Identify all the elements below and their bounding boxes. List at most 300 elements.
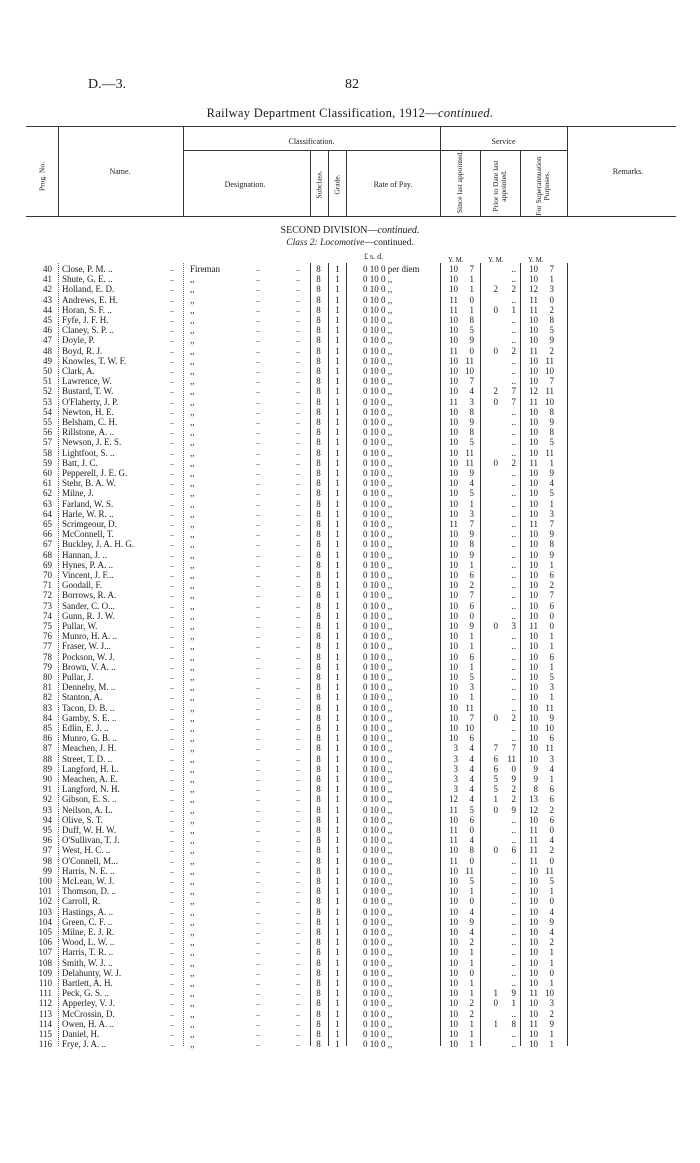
row-since-months: 11 bbox=[465, 457, 474, 468]
row-prior-months: .. bbox=[511, 692, 516, 703]
row-name: Newson, J. E. S. bbox=[62, 437, 122, 448]
row-since-months: 1 bbox=[469, 978, 474, 988]
row-leader-dots: .. bbox=[256, 437, 260, 447]
header-service: Service bbox=[491, 137, 516, 146]
row-since-months: 4 bbox=[469, 927, 474, 937]
row-super-months: 6 bbox=[549, 794, 554, 805]
row-subclass: 8 bbox=[316, 712, 321, 723]
row-rate: 0 10 0 ,, bbox=[363, 559, 393, 570]
row-super-months: 1 bbox=[549, 957, 554, 968]
row-designation: ,, bbox=[190, 325, 195, 336]
row-super-months: 1 bbox=[549, 631, 554, 642]
row-since-months: 0 bbox=[469, 610, 474, 621]
class-label: Class 2: bbox=[286, 238, 321, 248]
row-prog-no: 113 bbox=[38, 1008, 52, 1019]
row-leader-dots: .. bbox=[256, 661, 260, 671]
row-subclass: 8 bbox=[316, 998, 321, 1009]
row-leader-dots: .. bbox=[296, 723, 300, 732]
row-prior-years: 0 bbox=[493, 804, 498, 815]
row-designation: ,, bbox=[190, 733, 195, 744]
table-row bbox=[0, 295, 700, 305]
row-designation: ,, bbox=[190, 355, 195, 366]
row-since-years: 10 bbox=[449, 498, 458, 509]
row-leader-dots: .. bbox=[256, 672, 260, 681]
row-leader-dots: .. bbox=[296, 682, 300, 692]
row-prog-no: 106 bbox=[38, 937, 52, 948]
row-name: Boyd, R. J. bbox=[62, 345, 103, 356]
row-prog-no: 52 bbox=[43, 386, 52, 397]
row-leader-dots: .. bbox=[296, 437, 300, 447]
row-since-months: 5 bbox=[469, 672, 474, 682]
row-leader-dots: .. bbox=[256, 896, 260, 906]
row-name: Harris, N. E. .. bbox=[62, 865, 115, 876]
row-prog-no: 116 bbox=[38, 1039, 52, 1050]
row-super-years: 8 bbox=[533, 784, 538, 795]
table-row bbox=[0, 682, 700, 692]
row-leader-dots: .. bbox=[296, 733, 300, 743]
row-leader-dots: .. bbox=[296, 345, 300, 355]
row-grade: 1 bbox=[335, 1039, 340, 1050]
row-prior-months: 2 bbox=[511, 345, 516, 356]
row-leader-dots: .. bbox=[170, 947, 174, 957]
row-subclass: 8 bbox=[316, 570, 321, 580]
row-prog-no: 70 bbox=[43, 570, 52, 580]
row-super-months: 1 bbox=[549, 559, 554, 570]
row-leader-dots: .. bbox=[296, 957, 300, 967]
row-grade: 1 bbox=[335, 570, 340, 580]
table-row bbox=[0, 856, 700, 866]
row-prog-no: 107 bbox=[38, 947, 52, 958]
row-since-months: 5 bbox=[469, 876, 474, 886]
row-grade: 1 bbox=[335, 896, 340, 907]
row-subclass: 8 bbox=[316, 845, 321, 856]
row-leader-dots: .. bbox=[170, 376, 174, 386]
column-divider bbox=[520, 150, 521, 216]
row-name: Wood, L. W. .. bbox=[62, 937, 115, 948]
row-subclass: 8 bbox=[316, 804, 321, 815]
row-super-years: 10 bbox=[529, 876, 538, 886]
row-subclass: 8 bbox=[316, 692, 321, 703]
row-designation: ,, bbox=[190, 753, 195, 764]
row-prior-months: .. bbox=[511, 325, 516, 336]
row-designation: ,, bbox=[190, 376, 195, 387]
table-row bbox=[0, 305, 700, 315]
row-leader-dots: .. bbox=[256, 794, 260, 804]
row-rate: 0 10 0 ,, bbox=[363, 733, 393, 744]
row-subclass: 8 bbox=[316, 784, 321, 795]
row-designation: ,, bbox=[190, 896, 195, 907]
row-leader-dots: .. bbox=[296, 406, 300, 416]
row-prog-no: 69 bbox=[43, 559, 52, 570]
row-subclass: 8 bbox=[316, 519, 321, 529]
row-rate: 0 10 0 ,, bbox=[363, 304, 393, 315]
row-leader-dots: .. bbox=[256, 570, 260, 579]
row-designation: ,, bbox=[190, 345, 195, 356]
row-leader-dots: .. bbox=[256, 498, 260, 508]
row-prior-years: 1 bbox=[493, 1018, 498, 1029]
page-number: 82 bbox=[345, 77, 359, 92]
row-grade: 1 bbox=[335, 845, 340, 856]
row-designation: ,, bbox=[190, 682, 195, 693]
row-name: Peck, G. S. .. bbox=[62, 988, 109, 999]
row-subclass: 8 bbox=[316, 376, 321, 387]
row-name: Pullar, J. bbox=[62, 672, 94, 682]
row-prog-no: 89 bbox=[43, 763, 52, 774]
row-super-months: 1 bbox=[549, 1029, 554, 1039]
row-super-months: 1 bbox=[549, 978, 554, 988]
row-leader-dots: .. bbox=[296, 468, 300, 477]
row-rate: 0 10 0 ,, bbox=[363, 723, 393, 733]
row-subclass: 8 bbox=[316, 304, 321, 315]
row-prog-no: 49 bbox=[43, 355, 52, 366]
row-since-months: 2 bbox=[469, 580, 474, 591]
row-subclass: 8 bbox=[316, 590, 321, 601]
row-leader-dots: .. bbox=[170, 774, 174, 783]
row-grade: 1 bbox=[335, 876, 340, 886]
row-leader-dots: .. bbox=[296, 396, 300, 406]
table-row bbox=[0, 366, 700, 376]
row-name: Hannan, J. .. bbox=[62, 549, 107, 560]
row-since-years: 11 bbox=[449, 855, 458, 866]
row-super-years: 10 bbox=[529, 937, 538, 948]
row-leader-dots: .. bbox=[256, 396, 260, 406]
row-subclass: 8 bbox=[316, 621, 321, 631]
row-prior-months: .. bbox=[511, 539, 516, 550]
row-prog-no: 112 bbox=[38, 998, 52, 1009]
row-subclass: 8 bbox=[316, 1039, 321, 1050]
row-prog-no: 44 bbox=[43, 304, 52, 315]
row-since-years: 11 bbox=[449, 345, 458, 356]
row-designation: ,, bbox=[190, 1008, 195, 1019]
row-leader-dots: .. bbox=[256, 1008, 260, 1018]
row-since-months: 11 bbox=[465, 702, 474, 713]
row-leader-dots: .. bbox=[256, 763, 260, 773]
row-name: O'Connell, M... bbox=[62, 855, 118, 866]
row-prior-months: .. bbox=[511, 478, 516, 489]
row-prior-years: 5 bbox=[493, 774, 498, 784]
table-row bbox=[0, 478, 700, 488]
row-since-years: 10 bbox=[449, 457, 458, 468]
header-prog-no: Prog. No. bbox=[37, 162, 47, 191]
row-super-months: 10 bbox=[545, 723, 554, 733]
row-subclass: 8 bbox=[316, 774, 321, 784]
row-prior-months: .. bbox=[511, 508, 516, 519]
header-subclass: Subclass. bbox=[314, 170, 324, 199]
row-prior-months: .. bbox=[511, 264, 516, 274]
table-row bbox=[0, 917, 700, 927]
row-leader-dots: .. bbox=[256, 376, 260, 386]
row-super-years: 10 bbox=[529, 978, 538, 988]
row-rate: 0 10 0 ,, bbox=[363, 814, 393, 825]
row-rate: 0 10 0 ,, bbox=[363, 447, 393, 458]
row-leader-dots: .. bbox=[170, 916, 174, 926]
row-designation: ,, bbox=[190, 784, 195, 795]
row-grade: 1 bbox=[335, 559, 340, 570]
row-super-years: 10 bbox=[529, 906, 538, 917]
table-row bbox=[0, 723, 700, 733]
document-reference: D.—3. bbox=[88, 77, 127, 92]
row-leader-dots: .. bbox=[170, 559, 174, 569]
row-rate: 0 10 0 ,, bbox=[363, 967, 393, 978]
row-designation: ,, bbox=[190, 651, 195, 662]
row-designation: ,, bbox=[190, 763, 195, 774]
row-leader-dots: .. bbox=[170, 519, 174, 528]
row-prior-months: .. bbox=[511, 906, 516, 917]
row-rate: 0 10 0 ,, bbox=[363, 825, 393, 835]
row-since-months: 9 bbox=[469, 468, 474, 478]
row-leader-dots: .. bbox=[296, 835, 300, 845]
row-designation: ,, bbox=[190, 835, 195, 846]
row-leader-dots: .. bbox=[170, 508, 174, 518]
row-leader-dots: .. bbox=[296, 570, 300, 579]
row-name: Gunn, R. J. W. bbox=[62, 610, 115, 621]
row-super-years: 10 bbox=[529, 712, 538, 723]
row-super-years: 10 bbox=[529, 743, 538, 754]
table-row bbox=[0, 845, 700, 855]
row-super-years: 10 bbox=[529, 325, 538, 336]
table-row bbox=[0, 825, 700, 835]
row-leader-dots: .. bbox=[170, 468, 174, 477]
table-row bbox=[0, 539, 700, 549]
row-leader-dots: .. bbox=[170, 417, 174, 426]
row-super-months: 5 bbox=[549, 876, 554, 886]
column-divider bbox=[346, 150, 347, 216]
row-since-years: 3 bbox=[453, 743, 458, 754]
row-super-years: 10 bbox=[529, 406, 538, 417]
row-subclass: 8 bbox=[316, 478, 321, 489]
row-subclass: 8 bbox=[316, 600, 321, 611]
row-super-months: 1 bbox=[549, 498, 554, 509]
table-row bbox=[0, 774, 700, 784]
row-grade: 1 bbox=[335, 1008, 340, 1019]
row-since-years: 10 bbox=[449, 712, 458, 723]
row-since-years: 3 bbox=[453, 763, 458, 774]
row-rate: 0 10 0 ,, bbox=[363, 396, 393, 407]
row-prior-months: .. bbox=[511, 967, 516, 978]
column-divider bbox=[58, 126, 59, 216]
row-grade: 1 bbox=[335, 814, 340, 825]
row-leader-dots: .. bbox=[296, 488, 300, 498]
row-leader-dots: .. bbox=[296, 947, 300, 957]
row-subclass: 8 bbox=[316, 906, 321, 917]
row-rate: 0 10 0 ,, bbox=[363, 692, 393, 703]
row-leader-dots: .. bbox=[296, 600, 300, 610]
row-leader-dots: .. bbox=[296, 1029, 300, 1038]
row-name: Scrimgeour, D. bbox=[62, 519, 117, 529]
row-grade: 1 bbox=[335, 315, 340, 325]
table-row bbox=[0, 550, 700, 560]
row-since-years: 10 bbox=[449, 692, 458, 703]
row-since-years: 10 bbox=[449, 600, 458, 611]
row-designation: ,, bbox=[190, 661, 195, 672]
row-since-years: 10 bbox=[449, 886, 458, 897]
row-grade: 1 bbox=[335, 743, 340, 754]
table-row bbox=[0, 998, 700, 1008]
table-row bbox=[0, 672, 700, 682]
row-super-months: 5 bbox=[549, 325, 554, 336]
row-leader-dots: .. bbox=[170, 825, 174, 834]
row-super-months: 2 bbox=[549, 937, 554, 948]
row-leader-dots: .. bbox=[256, 641, 260, 651]
row-leader-dots: .. bbox=[296, 366, 300, 375]
row-prog-no: 71 bbox=[43, 580, 52, 591]
row-rate: 0 10 0 ,, bbox=[363, 621, 393, 631]
row-prog-no: 58 bbox=[43, 447, 52, 458]
row-subclass: 8 bbox=[316, 427, 321, 438]
row-prior-months: .. bbox=[511, 978, 516, 988]
row-subclass: 8 bbox=[316, 641, 321, 652]
row-grade: 1 bbox=[335, 906, 340, 917]
header-name: Name. bbox=[109, 167, 131, 176]
row-prog-no: 94 bbox=[43, 814, 52, 825]
row-designation: ,, bbox=[190, 988, 195, 999]
row-rate: 0 10 0 ,, bbox=[363, 406, 393, 417]
row-rate: 0 10 0 ,, bbox=[363, 753, 393, 764]
row-prior-months: .. bbox=[511, 651, 516, 662]
row-leader-dots: .. bbox=[170, 1008, 174, 1018]
row-prior-months: 2 bbox=[511, 794, 516, 805]
row-super-months: 11 bbox=[545, 865, 554, 876]
row-grade: 1 bbox=[335, 804, 340, 815]
row-subclass: 8 bbox=[316, 855, 321, 866]
classification-rule bbox=[183, 150, 440, 151]
row-prior-months: .. bbox=[511, 376, 516, 387]
table-row bbox=[0, 866, 700, 876]
row-leader-dots: .. bbox=[256, 406, 260, 416]
row-name: Munro, G. B. .. bbox=[62, 733, 118, 744]
row-grade: 1 bbox=[335, 937, 340, 948]
row-name: Stanton, A. bbox=[62, 692, 103, 703]
row-prog-no: 75 bbox=[43, 621, 52, 631]
row-since-years: 10 bbox=[449, 427, 458, 438]
row-super-years: 11 bbox=[529, 1018, 538, 1029]
row-since-months: 9 bbox=[469, 549, 474, 560]
row-designation: ,, bbox=[190, 315, 195, 325]
row-rate: 0 10 0 ,, bbox=[363, 774, 393, 784]
row-since-years: 10 bbox=[449, 1018, 458, 1029]
row-grade: 1 bbox=[335, 478, 340, 489]
row-since-months: 1 bbox=[469, 641, 474, 652]
row-super-years: 10 bbox=[529, 631, 538, 642]
row-prior-months: 7 bbox=[511, 386, 516, 397]
row-subclass: 8 bbox=[316, 386, 321, 397]
row-leader-dots: .. bbox=[296, 641, 300, 651]
row-super-months: 0 bbox=[549, 825, 554, 835]
row-leader-dots: .. bbox=[256, 631, 260, 641]
row-rate: 0 10 0 ,, bbox=[363, 978, 393, 988]
row-leader-dots: .. bbox=[170, 876, 174, 885]
row-prior-months: .. bbox=[511, 468, 516, 478]
row-since-months: 1 bbox=[469, 284, 474, 295]
row-since-months: 2 bbox=[469, 998, 474, 1009]
row-prior-months: 1 bbox=[511, 304, 516, 315]
row-rate: 0 10 0 ,, bbox=[363, 784, 393, 795]
table-row bbox=[0, 703, 700, 713]
row-leader-dots: .. bbox=[296, 498, 300, 508]
row-leader-dots: .. bbox=[170, 447, 174, 457]
header-rate: Rate of Pay. bbox=[373, 180, 413, 189]
row-name: Fyfe, J. F. H. bbox=[62, 315, 109, 325]
row-super-years: 12 bbox=[529, 804, 538, 815]
row-subclass: 8 bbox=[316, 753, 321, 764]
table-row bbox=[0, 631, 700, 641]
row-designation: ,, bbox=[190, 437, 195, 448]
row-name: West, H. C. .. bbox=[62, 845, 111, 856]
row-leader-dots: .. bbox=[170, 814, 174, 824]
table-row bbox=[0, 876, 700, 886]
row-super-years: 11 bbox=[529, 621, 538, 631]
row-leader-dots: .. bbox=[170, 335, 174, 345]
row-leader-dots: .. bbox=[256, 335, 260, 345]
row-designation: ,, bbox=[190, 335, 195, 346]
row-leader-dots: .. bbox=[296, 661, 300, 671]
row-super-years: 10 bbox=[529, 549, 538, 560]
row-designation: ,, bbox=[190, 519, 195, 529]
class-heading bbox=[0, 238, 700, 248]
row-designation: ,, bbox=[190, 580, 195, 591]
row-leader-dots: .. bbox=[256, 947, 260, 957]
row-super-years: 10 bbox=[529, 865, 538, 876]
row-name: Gamby, S. E. .. bbox=[62, 712, 117, 723]
row-since-years: 10 bbox=[449, 274, 458, 285]
row-since-months: 4 bbox=[469, 763, 474, 774]
row-designation: ,, bbox=[190, 855, 195, 866]
row-super-months: 3 bbox=[549, 682, 554, 693]
row-since-years: 10 bbox=[449, 967, 458, 978]
row-leader-dots: .. bbox=[170, 784, 174, 794]
row-leader-dots: .. bbox=[170, 580, 174, 590]
row-super-months: 11 bbox=[545, 386, 554, 397]
row-super-months: 5 bbox=[549, 672, 554, 682]
row-prog-no: 46 bbox=[43, 325, 52, 336]
row-super-months: 9 bbox=[549, 468, 554, 478]
row-since-months: 11 bbox=[465, 355, 474, 366]
row-super-months: 1 bbox=[549, 774, 554, 784]
row-leader-dots: .. bbox=[256, 743, 260, 753]
row-prog-no: 84 bbox=[43, 712, 52, 723]
row-super-months: 6 bbox=[549, 814, 554, 825]
row-rate: 0 10 0 ,, bbox=[363, 1018, 393, 1029]
table-row bbox=[0, 611, 700, 621]
row-subclass: 8 bbox=[316, 876, 321, 886]
row-prog-no: 91 bbox=[43, 784, 52, 795]
row-prog-no: 43 bbox=[43, 294, 52, 305]
row-name: Brown, V. A. .. bbox=[62, 661, 116, 672]
row-name: Pepperell, J. E. G. bbox=[62, 468, 128, 478]
row-since-years: 10 bbox=[449, 478, 458, 489]
row-subclass: 8 bbox=[316, 559, 321, 570]
table-row bbox=[0, 264, 700, 274]
row-prog-no: 93 bbox=[43, 804, 52, 815]
row-super-years: 11 bbox=[529, 396, 538, 407]
row-prior-months: .. bbox=[511, 580, 516, 591]
row-since-years: 10 bbox=[449, 406, 458, 417]
row-grade: 1 bbox=[335, 600, 340, 611]
row-grade: 1 bbox=[335, 763, 340, 774]
row-leader-dots: .. bbox=[170, 345, 174, 355]
row-since-years: 10 bbox=[449, 570, 458, 580]
row-rate: 0 10 0 ,, bbox=[363, 508, 393, 519]
row-leader-dots: .. bbox=[170, 549, 174, 559]
row-grade: 1 bbox=[335, 539, 340, 550]
row-designation: ,, bbox=[190, 886, 195, 897]
table-row bbox=[0, 692, 700, 702]
table-row bbox=[0, 448, 700, 458]
row-leader-dots: .. bbox=[256, 294, 260, 304]
row-prog-no: 90 bbox=[43, 774, 52, 784]
row-name: Buckley, J. A. H. G. bbox=[62, 539, 135, 550]
table-row bbox=[0, 519, 700, 529]
